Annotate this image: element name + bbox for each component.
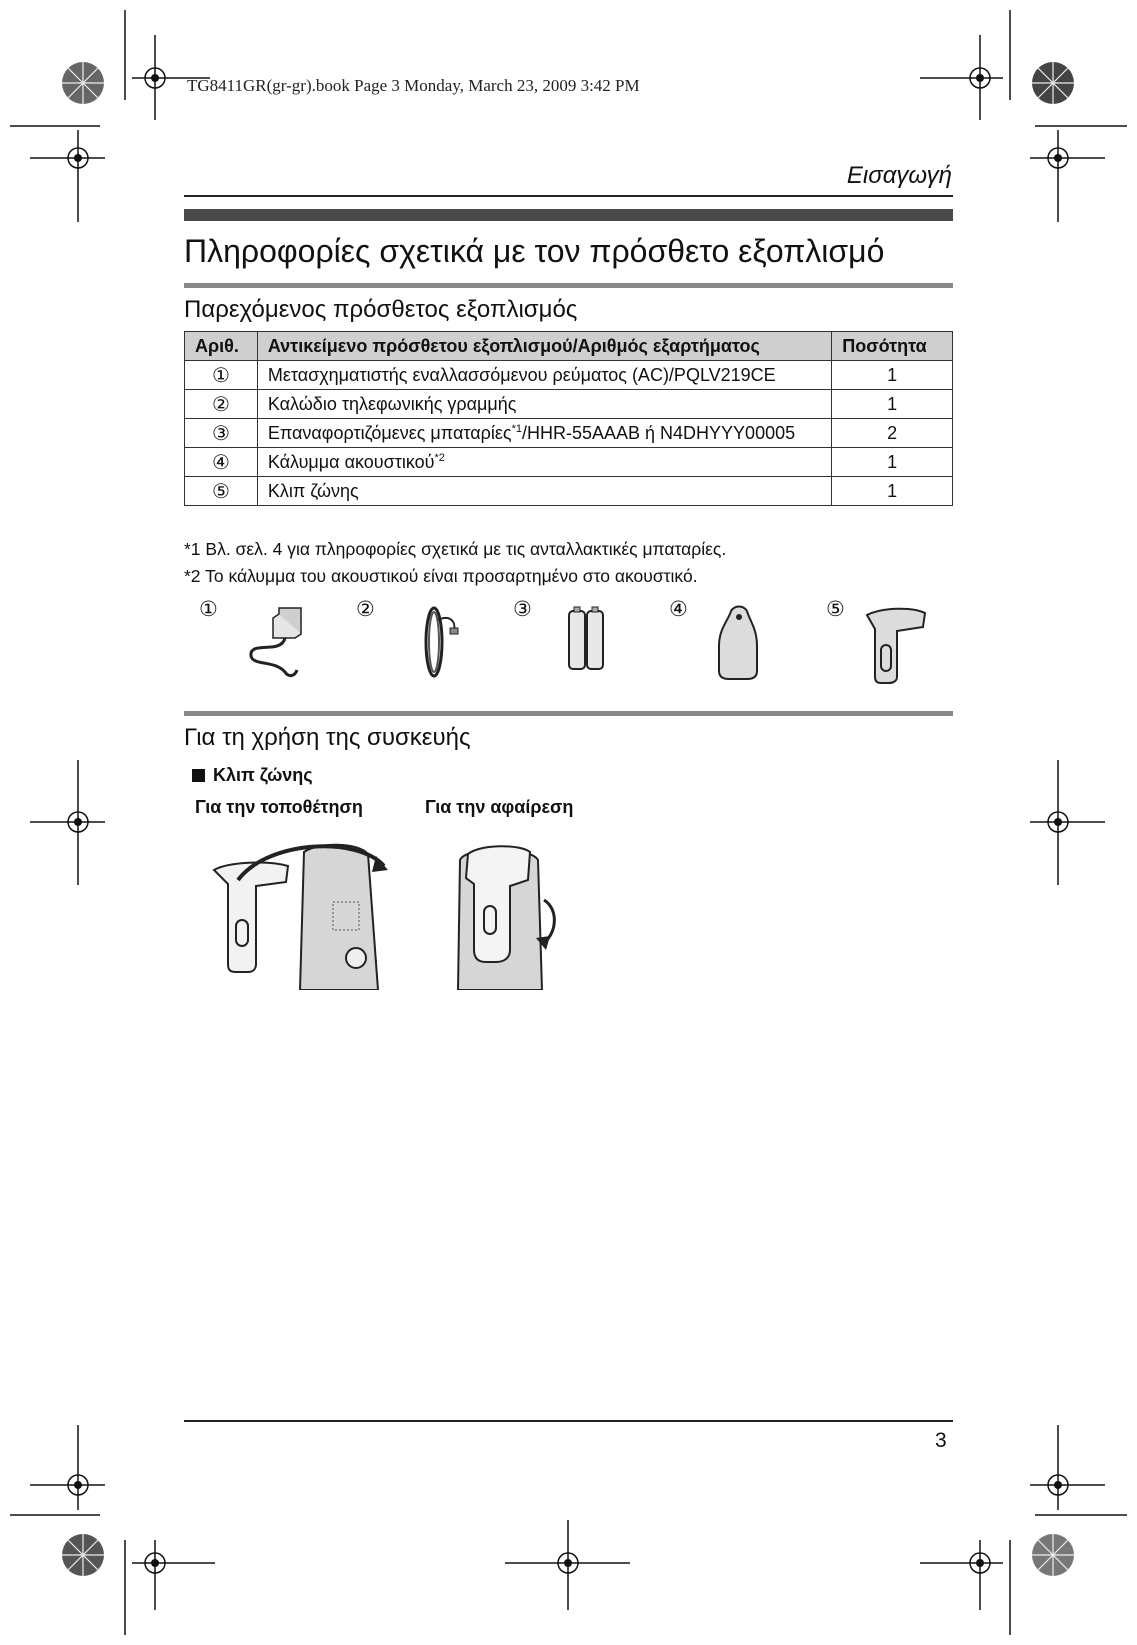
row-number: ② [185, 390, 258, 419]
ac-adaptor-icon [245, 600, 315, 682]
rechargeable-batteries-icon [565, 605, 615, 675]
section-title: Εισαγωγή [846, 162, 952, 189]
table-row [185, 448, 953, 477]
item-text: Επαναφορτιζόμενες μπαταρίες [267, 422, 512, 443]
row-number: ⑤ [185, 477, 258, 506]
page-number: 3 [935, 1429, 947, 1452]
belt-clip-attach-illustration [208, 840, 398, 990]
column-header-number: Αριθ. [185, 332, 258, 361]
image-label-3: ③ [513, 598, 532, 621]
square-bullet-icon [192, 769, 205, 782]
image-label-2: ② [356, 598, 375, 621]
page-title: Πληροφορίες σχετικά με τον πρόσθετο εξοπλισμό [184, 233, 885, 269]
column-header-item: Αντικείμενο πρόσθετου εξοπλισμού/Αριθμός εξαρτήματος [257, 332, 831, 361]
footnote-ref: *2 [434, 451, 445, 464]
image-label-1: ① [199, 598, 218, 621]
row-number: ③ [185, 419, 258, 448]
telephone-line-cord-icon [410, 600, 470, 690]
row-number: ① [185, 361, 258, 390]
item-text-part-number: /HHR-55AAAB ή N4DHYYY00005 [521, 422, 796, 443]
accessory-table [184, 331, 953, 506]
image-label-4: ④ [669, 598, 688, 621]
row-quantity: 2 [832, 419, 953, 448]
row-item [257, 361, 831, 390]
row-quantity: 1 [832, 390, 953, 419]
handset-cover-icon [715, 605, 765, 685]
usage-rule [184, 711, 953, 716]
footnote-2: *2 Το κάλυμμα του ακουστικού είναι προσαρτημένο στο ακουστικό. [184, 566, 698, 586]
supplied-heading: Παρεχόμενος πρόσθετος εξοπλισμός [184, 296, 578, 323]
item-text: Κλιπ ζώνης [267, 480, 359, 501]
table-header-row [185, 332, 953, 361]
item-text: Καλώδιο τηλεφωνικής γραμμής [267, 393, 517, 414]
belt-clip-icon [863, 605, 933, 685]
item-text: Μετασχηματιστής εναλλασσόμενου ρεύματος (AC)/PQLV219CE [267, 364, 776, 385]
row-item [257, 448, 831, 477]
belt-clip-heading-text: Κλιπ ζώνης [213, 765, 313, 785]
usage-heading: Για τη χρήση της συσκευής [184, 724, 471, 751]
footer-rule [184, 1420, 953, 1422]
column-header-quantity: Ποσότητα [832, 332, 953, 361]
table-row [185, 477, 953, 506]
book-info: TG8411GR(gr-gr).book Page 3 Monday, March 23, 2009 3:42 PM [187, 76, 640, 95]
subsection-rule [184, 283, 953, 288]
belt-clip-remove-illustration [450, 840, 560, 990]
attach-label: Για την τοποθέτηση [195, 797, 363, 817]
table-row [185, 390, 953, 419]
image-label-5: ⑤ [826, 598, 845, 621]
table-row [185, 419, 953, 448]
remove-label: Για την αφαίρεση [425, 797, 574, 817]
row-number: ④ [185, 448, 258, 477]
table-row [185, 361, 953, 390]
header-rule [184, 195, 953, 197]
title-bar [184, 209, 953, 221]
row-item [257, 390, 831, 419]
footnote-ref: *1 [511, 422, 522, 435]
row-quantity: 1 [832, 477, 953, 506]
row-quantity: 1 [832, 448, 953, 477]
row-quantity: 1 [832, 361, 953, 390]
belt-clip-heading [192, 765, 313, 786]
item-text: Κάλυμμα ακουστικού [267, 451, 435, 472]
row-item [257, 419, 831, 448]
footnote-1: *1 Βλ. σελ. 4 για πληροφορίες σχετικά με τις ανταλλακτικές μπαταρίες. [184, 539, 727, 559]
row-item [257, 477, 831, 506]
